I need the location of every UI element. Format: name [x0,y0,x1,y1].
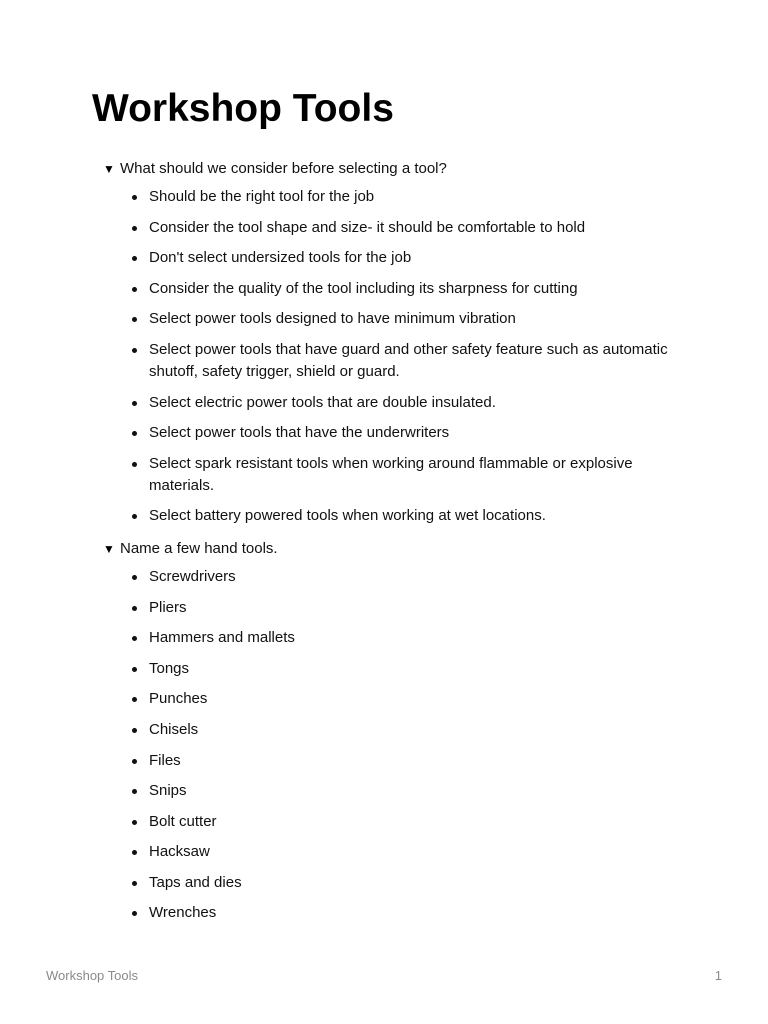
list-item [131,278,683,300]
list-item-text: Files [149,751,181,769]
list-item [131,339,683,383]
list-item-text: Select electric power tools that are double insulated. [149,393,496,411]
bullet-icon [132,881,137,886]
list-item [131,247,683,269]
bullet-icon [132,759,137,764]
bullet-icon [132,226,137,231]
bullet-icon [132,911,137,916]
list-item-text: Pliers [149,598,187,616]
bullet-icon [132,431,137,436]
list-item [131,505,683,527]
list-item [131,688,683,710]
footer-title: Workshop Tools [46,968,139,983]
list-item-text: Bolt cutter [149,812,217,830]
list-item [131,597,683,619]
toggle-header[interactable] [103,156,683,182]
list-item-text: Should be the right tool for the job [149,188,375,205]
list-item [131,392,683,414]
list-item [131,902,683,924]
list-item-text: Punches [149,690,208,708]
bullet-icon [132,667,137,672]
bullet-icon [132,287,137,292]
list-item [131,308,683,330]
list-item-text: Hacksaw [149,843,210,861]
list-item-text: Wrenches [149,904,217,922]
triangle-down-icon[interactable]: ▼ [103,162,115,176]
bullet-icon [132,789,137,794]
bullet-icon [132,256,137,261]
list-item-text: Select power tools that have guard and other safety feature such as automatic shutoff, safety trigger, shield or guard. [149,340,668,380]
list-item [131,627,683,649]
bullet-list [103,566,683,925]
list-item-text: Hammers and mallets [149,629,295,647]
bullet-icon [132,195,137,200]
toggle-section [103,156,683,527]
toggle-section [103,536,683,925]
list-item [131,217,683,239]
bullet-icon [132,606,137,611]
list-item [131,422,683,444]
bullet-icon [132,348,137,353]
list-item-text: Select spark resistant tools when working around flammable or explosive materials. [149,454,633,494]
list-item [131,750,683,772]
list-item-text: Select power tools that have the underwriters [149,424,450,442]
bullet-icon [132,697,137,702]
list-item [131,841,683,863]
list-item-text: Screwdrivers [149,567,236,585]
bullet-icon [132,636,137,641]
page-title: Workshop Tools [92,87,394,130]
list-item [131,566,683,588]
bullet-icon [132,317,137,322]
list-item [131,872,683,894]
list-item [131,186,683,208]
list-item [131,453,683,497]
bullet-icon [132,820,137,825]
list-item-text: Snips [149,782,187,800]
list-item-text: Consider the tool shape and size- it should be comfortable to hold [149,218,586,236]
bullet-icon [132,401,137,406]
list-item-text: Don't select undersized tools for the job [149,249,412,267]
toggle-header[interactable] [103,536,683,562]
list-item [131,780,683,802]
list-item [131,719,683,741]
toggle-list [103,156,683,933]
bullet-icon [132,575,137,580]
bullet-icon [132,728,137,733]
triangle-down-icon[interactable]: ▼ [103,541,115,556]
toggle-question: Name a few hand tools. [120,539,278,557]
bullet-icon [132,850,137,855]
page-number: 1 [714,968,722,983]
list-item [131,658,683,680]
bullet-list [103,186,683,527]
bullet-icon [132,514,137,519]
list-item-text: Chisels [149,720,199,738]
bullet-icon [132,462,137,467]
list-item [131,811,683,833]
list-item-text: Taps and dies [149,873,242,891]
list-item-text: Consider the quality of the tool including its sharpness for cutting [149,279,578,297]
list-item-text: Select battery powered tools when working at wet locations. [149,507,546,525]
list-item-text: Tongs [149,659,190,677]
toggle-question: What should we consider before selecting a tool? [120,160,447,177]
list-item-text: Select power tools designed to have minimum vibration [149,310,516,328]
